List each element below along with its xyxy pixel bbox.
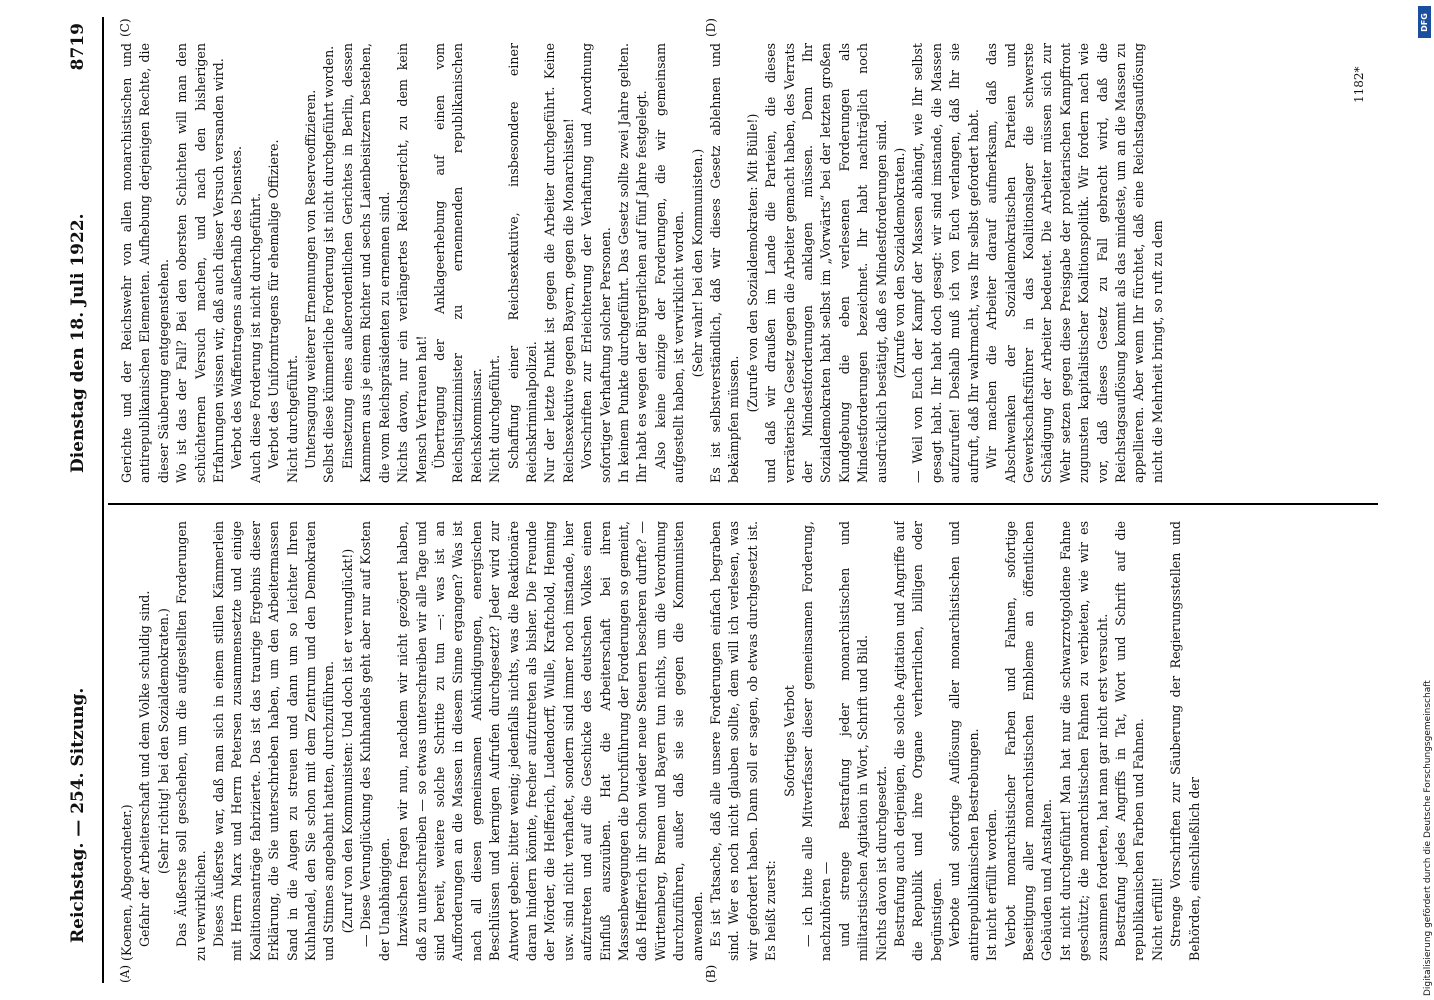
paragraph: Wo ist das der Fall? Bei den obersten Schichten will man den schüchternen Versuch machen, und nach den bisherigen Erfahrungen wissen wir, daß auch dieser Versuch versanden wird. [174, 43, 227, 483]
header-left: Reichstag. — 254. Sitzung. [68, 687, 88, 943]
dfg-logo [1418, 6, 1431, 38]
paragraph: Ist nicht erfüllt worden. [984, 808, 1000, 961]
paragraph: Gefahr der Arbeiterschaft und dem Volke schuldig sind. [137, 590, 153, 947]
dfg-logo-text: DFG [1420, 12, 1430, 32]
interjection: (Sehr wahr! bei den Kommunisten.) [689, 148, 705, 378]
quoted-demand: Untersagung weiterer Ernennungen von Reserveoffizieren. [303, 89, 319, 469]
interjection: (Zuruf von den Kommunisten: Und doch ist er verunglückt!) [339, 548, 355, 934]
quoted-demand: und strenge Bestrafung jeder monarchistischen und militaristischen Agitation in Wort, Schrift und Bild. [836, 521, 871, 961]
interjection: (Zurufe von den Sozialdemokraten.) [892, 147, 908, 379]
digitization-note: Digitalisierung gefördert durch die Deutsche Forschungsgemeinschaft [1423, 680, 1433, 996]
paragraph: In keinem Punkte durchgeführt. Das Gesetz sollte zwei Jahre gelten. Ihr habt es wegen der Bürgerlichen auf fünf Jahre festgelegt. [615, 43, 650, 483]
margin-marker-b: (B) [704, 964, 718, 983]
paragraph: und daß wir draußen im Lande die Parteien, die dieses verräterische Gesetz gegen die Arbeiter gemacht haben, des Verrats der Mindestforderungen anklagen müssen. Denn Ihr Sozialdemokraten habt selbst im „Vorwärts“ bei der letzten großen Kundgebung die eben verlesenen Forderungen als Mindestforderungen bezeichnet. Ihr habt nachträglich noch ausdrücklich bestätigt, daß es Mindestforderungen sind. [763, 43, 889, 483]
margin-marker-a: (A) [118, 964, 132, 983]
left-column [118, 521, 1378, 961]
quoted-demand: Bestrafung jedes Angriffs in Tat, Wort und Schrift auf die republikanischen Farben und Fahnen. [1112, 521, 1147, 961]
margin-marker-c: (C) [118, 18, 132, 37]
paragraph: Ist nicht durchgeführt! Man hat nur die schwarzrotgoldene Fahne geschützt; die monarchistischen Fahnen zu verbieten, wie wir es zusammen forderten, hat man gar nicht erst versucht. [1057, 521, 1110, 961]
quoted-demand: Vorschriften zur Erleichterung der Verhaftung und Anordnung sofortiger Verhaftung solcher Personen. [579, 43, 613, 483]
rotated-page [64, 17, 1384, 983]
page-number: 8719 [68, 23, 88, 71]
quoted-demand: Verbot des Waffentragens außerhalb des Dienstes. [229, 146, 245, 469]
paragraph: Inzwischen fragen wir nun, nachdem wir nicht gezögert haben, daß zu unterschreiben — so etwas unterschreiben wir alle Tage und sind bereit, weitere solche Schritte zu tun —: was ist an Aufforderungen an die Massen in diesem Sinne ergangen? Was ist nach all diesen gemeinsamen Ankündigungen, energischen Beschlüssen und kernigen Aufrufen durchgesetzt? Jeder wird zur Antwort geben: bitter wenig; jedenfalls nichts, was die Reaktionäre daran hindern könnte, frecher aufzutreten als bisher. Die Freunde der Mörder, die Helfferich, Ludendorff, Wulle, Kraftchold, Henning usw. sind nicht verhaftet, sondern sind immer noch imstande, hier aufzutreten und auf die Geschicke des deutschen Volkes einen Einfluß auszuüben. Hat die Arbeiterschaft bei ihren Massenbewegungen die Durchführung der Forderungen so gemeint, daß Helfferich ihr schon wieder neue Steuern bescheren durfte? — Württemberg, Bremen und Bayern tun nichts, um die Verordnung durchzuführen, außer daß sie sie gegen die Kommunisten anwenden. [395, 521, 705, 961]
paragraph: Nur der letzte Punkt ist gegen die Arbeiter durchgeführt. Keine Reichsexekutive gegen Bayern, gegen die Monarchisten! [542, 43, 576, 483]
quoted-demand: Verbote und sofortige Auflösung aller monarchistischen und antirepublikanischen Bestrebungen. [947, 521, 981, 961]
quoted-demand: Gerichte und der Reichswehr von allen monarchistischen und antirepublikanischen Elementen. Aufhebung derjenigen Rechte, die dieser Säuberung entgegenstehen. [119, 43, 171, 483]
quoted-demand: Verbot monarchistischer Farben und Fahnen, sofortige Beseitigung aller monarchistischen Embleme an öffentlichen Gebäuden und Anstalten. [1002, 521, 1055, 961]
paragraph: Nicht erfüllt! [1149, 877, 1165, 961]
right-column [118, 43, 1378, 483]
margin-marker-d: (D) [704, 18, 718, 37]
interjection: (Sehr richtig! bei den Sozialdemokraten.) [155, 608, 171, 874]
paragraph: Nichts davon ist durchgesetzt. [873, 765, 889, 961]
paragraph: Nicht durchgeführt. [487, 354, 503, 483]
paragraph: Selbst diese kümmerliche Forderung ist nicht durchgeführt worden. [321, 45, 337, 483]
sheet-number: 1182* [1352, 66, 1366, 103]
paragraph: — Weil von Euch der Kampf der Massen abhängt, wie Ihr selbst gesagt habt. Ihr habt doch gesagt: wir sind imstande, die Massen aufzurufen! Deshalb muß ich von Euch verlangen, daß Ihr sie aufruft, daß Ihr wahrmacht, was Ihr selbst gefordert habt. [910, 43, 981, 483]
paragraph: Es ist selbstverständlich, daß wir dieses Gesetz ablehnen und bekämpfen müssen. [708, 43, 742, 483]
page-header [64, 17, 104, 983]
quoted-demand: Verbot des Uniformtragens für ehemalige Offiziere. [266, 139, 282, 469]
quoted-demand: Einsetzung eines außerordentlichen Gerichtes in Berlin, dessen Kammern aus je einem Richter und sechs Laienbeisitzern bestehen, die vom Reichspräsidenten zu ernennen sind. [339, 43, 392, 483]
interjection: (Zurufe von den Sozialdemokraten: Mit Bülle!) [744, 113, 760, 413]
paragraph: Das Äußerste soll geschehen, um die aufgestellten Forderungen zu verwirklichen. [174, 521, 208, 961]
paragraph: Nicht durchgeführt. [284, 354, 300, 483]
quoted-demand: Sofortiges Verbot [781, 685, 797, 797]
paragraph: Wir machen die Arbeiter darauf aufmerksam, daß das Abschwenken der Sozialdemokratischen Parteien und Gewerkschaftsführer in das Koalitionslager die schwerste Schädigung der Arbeiter bedeutet. Die Arbeiter müssen sich zur Wehr setzen gegen diese Preisgabe der proletarischen Kampffront zugunsten kapitalistischer Koalitionspolitik. Wir fordern nach wie vor, daß dieses Gesetz zu Fall gebracht wird, daß die Reichstagsauflösung kommt als das mindeste, um an die Massen zu appellieren. Aber wenn Ihr fürchtet, daß eine Reichstagsauflösung nicht die Mehrheit bringt, so ruft zu dem [984, 43, 1165, 483]
quoted-demand: Schaffung einer Reichsexekutive, insbesondere einer Reichskriminalpolizei. [505, 43, 539, 483]
paragraph: Auch diese Forderung ist nicht durchgeführt. [247, 192, 263, 483]
column-rule [108, 503, 1378, 505]
paragraph: — Diese Verunglückung des Kuhhandels geht aber nur auf Kosten der Unabhängigen. [358, 521, 392, 961]
quoted-demand: Übertragung der Anklageerhebung auf einen vom Reichsjustizminister zu ernennenden republikanischen Reichskommissar. [431, 43, 484, 483]
speaker-line: (Koenen, Abgeordneter.) [119, 804, 134, 961]
paragraph: Nichts davon, nur ein verlängertes Reichsgericht, zu dem kein Mensch Vertrauen hat! [395, 43, 429, 483]
paragraph: — ich bitte alle Mitverfasser dieser gemeinsamen Forderung, nachzuhören — [800, 521, 834, 961]
quoted-demand: Bestrafung auch derjenigen, die solche Agitation und Angriffe auf die Republik und ihre Organe verherrlichen, billigen oder begünstigen. [892, 521, 944, 961]
paragraph: Dieses Äußerste war, daß man sich in einem stillen Kämmerlein mit Herrn Marx und Herrn Petersen zusammensetzte und einige Koalitionsanträge fabrizierte. Das ist das traurige Ergebnis dieser Erklärung, die Sie unterschrieben haben, um den Arbeitermassen Sand in die Augen zu streuen und dann um so leichter Ihren Kuhhandel, den Sie schon mit dem Zentrum und den Demokraten und Stinnes angebahnt hatten, durchzuführen. [211, 521, 337, 961]
paragraph: Es ist Tatsache, daß alle unsere Forderungen einfach begraben sind. Wer es noch nicht glauben sollte, dem will ich verlesen, was wir gefordert haben. Dann soll er sagen, ob etwas durchgesetzt ist. Es heißt zuerst: [708, 521, 779, 961]
header-rule [102, 17, 104, 983]
header-center: Dienstag den 18. Juli 1922. [68, 213, 88, 473]
paragraph: Also keine einzige der Forderungen, die wir gemeinsam aufgestellt haben, ist verwirklicht worden. [652, 43, 687, 483]
quoted-demand: Strenge Vorschriften zur Säuberung der Regierungsstellen und Behörden, einschließlich der [1168, 521, 1202, 961]
